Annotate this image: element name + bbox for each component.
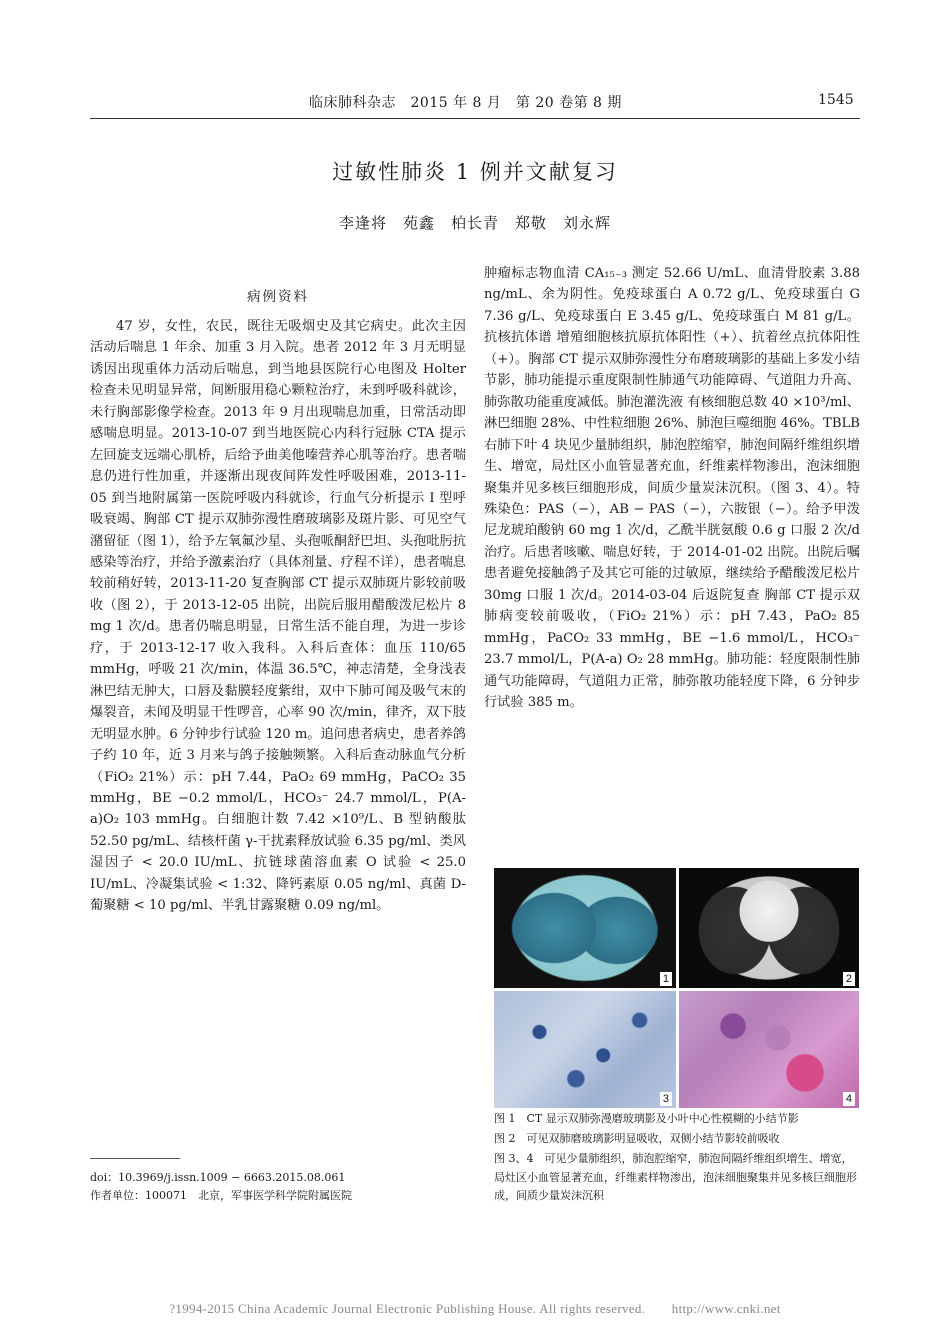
body-paragraph: 47 岁，女性，农民，既往无吸烟史及其它病史。此次主因活动后喘息 1 年余、加重 3 月入院。患者 2012 年 3 月无明显诱因出现重体力活动后喘息，到当地县医院行心电图及 Holter 检查未见明显异常，间断服用稳心颗粒治疗，未到呼吸科就诊，未行胸部影像学检查。2013 年 9 月出现喘息加重，日常活动即感喘息明显。2013-10-07 到当地医院心内科行冠脉 CTA 提示左回旋支远端心肌桥，后给予曲美他嗪营养心肌等治疗。患者喘息仍进行性加重，并逐渐出现夜间阵发性呼吸困难，2013-11-05 到当地附属第一医院呼吸内科就诊，行血气分析提示 I 型呼吸衰竭、胸部 CT 提示双肺弥漫性磨玻璃影及斑片影、可见空气潴留征（图 1），给予左氧氟沙星、头孢哌酮舒巴坦、头孢吡肟抗感染等治疗，并给予激素治疗（具体剂量、疗程不详），患者喘息较前稍好转，2013-11-20 复查胸部 CT 提示双肺斑片影较前吸收（图 2），于 2013-12-05 出院，出院后服用醋酸泼尼松片 8 mg 1 次/d。患者仍喘息明显，日常生活不能自理，为进一步诊疗，于 2013-12-17 收入我科。入科后查体：血压 110/65 mmHg，呼吸 21 次/min，体温 36.5℃，神志清楚，全身浅表淋巴结无肿大，口唇及黏膜轻度紫绀，双中下肺可闻及吸气末的爆裂音，未闻及明显干性啰音，心率 90 次/min，律齐，双下肢无明显水肿。6 分钟步行试验 120 m。追问患者病史，患者养鸽子约 10 年，近 3 月来与鸽子接触频繁。入科后查动脉血气分析（FiO₂ 21%）示：pH 7.44，PaO₂ 69 mmHg，PaCO₂ 35 mmHg，BE −0.2 mmol/L，HCO₃⁻ 24.7 mmol/L，P(A-a)O₂ 103 mmHg。白细胞计数 7.42 ×10⁹/L、B 型钠酸肽 52.50 pg/mL、结核杆菌 γ-干扰素释放试验 6.35 pg/ml、类风湿因子 < 20.0 IU/mL、抗链球菌溶血素 O 试验 < 25.0 IU/mL、冷凝集试验 < 1:32、降钙素原 0.05 ng/ml、真菌 D-葡聚糖 < 10 pg/ml、半乳甘露聚糖 0.09 ng/ml。	[90, 319, 466, 914]
left-column	[90, 316, 466, 917]
figure-1-ct-image	[494, 868, 676, 988]
footnote-rule	[90, 1158, 180, 1159]
figure-4-histology	[679, 991, 859, 1108]
figure-label: 1	[660, 972, 672, 986]
article-title: 过敏性肺炎 1 例并文献复习	[332, 160, 618, 184]
author-list: 李逢将 苑鑫 柏长青 郑敬 刘永辉	[338, 214, 611, 232]
affiliation-footnote: 作者单位：100071 北京，军事医学科学院附属医院	[90, 1189, 352, 1202]
figure-label: 4	[843, 1092, 855, 1106]
figure-3-histology	[494, 991, 676, 1108]
journal-issue: 临床肺科杂志 2015 年 8 月 第 20 卷第 8 期	[309, 95, 622, 111]
doi-footnote: doi：10.3969/j.issn.1009 − 6663.2015.08.061	[90, 1171, 346, 1184]
header-rule	[90, 118, 860, 119]
section-heading: 病例资料	[247, 289, 309, 305]
figure-label: 3	[660, 1092, 672, 1106]
running-header	[0, 92, 950, 114]
figure-3-4-caption: 图 3、4 可见少量肺组织，肺泡腔缩窄，肺泡间隔纤维组织增生、增宽，局灶区小血管显著充血，纤维素样物渗出，泡沫细胞聚集并见多核巨细胞形成，间质少量炭沫沉积	[494, 1152, 857, 1202]
figure-label: 2	[843, 972, 855, 986]
copyright-footer: ?1994-2015 China Academic Journal Electronic Publishing House. All rights reserved. http://www.cnki.net	[169, 1301, 781, 1316]
page-number: 1545	[818, 92, 854, 108]
body-paragraph: 肿瘤标志物血清 CA₁₅₋₃ 测定 52.66 U/mL、血清骨胶素 3.88 ng/mL、余为阴性。免疫球蛋白 A 0.72 g/L、免疫球蛋白 G 7.36 g/L、免疫球蛋白 E 3.45 g/L、免疫球蛋白 M 81 g/L。抗核抗体谱 增殖细胞核抗原抗体阳性（+）、抗着丝点抗体阳性（+）。胸部 CT 提示双肺弥漫性分布磨玻璃影的基础上多发小结节影，肺功能提示重度限制性肺通气功能障碍、气道阻力升高、肺弥散功能重度减低。肺泡灌洗液 有核细胞总数 40 ×10³/ml、淋巴细胞 28%、中性粒细胞 26%、肺泡巨噬细胞 46%。TBLB 右肺下叶 4 块见少量肺组织，肺泡腔缩窄，肺泡间隔纤维组织增生、增宽，局灶区小血管显著充血，纤维素样物渗出，泡沫细胞聚集并见多核巨细胞形成，间质少量炭沫沉积。（图 3、4）。特殊染色：PAS（−），AB − PAS（−），六胺银（−）。给予甲泼尼龙琥珀酸钠 60 mg 1 次/d，乙酰半胱氨酸 0.6 g 口服 2 次/d 治疗。后患者咳嗽、喘息好转，于 2014-01-02 出院。出院后嘱患者避免接触鸽子及其它可能的过敏原，继续给予醋酸泼尼松片 30mg 口服 1 次/d。2014-03-04 后返院复查 胸部 CT 提示双肺病变较前吸收，（FiO₂ 21%）示：pH 7.43，PaO₂ 85 mmHg，PaCO₂ 33 mmHg，BE −1.6 mmol/L，HCO₃⁻ 23.7 mmol/L，P(A-a) O₂ 28 mmHg。肺功能：轻度限制性肺通气功能障碍，气道阻力正常，肺弥散功能轻度下降，6 分钟步行试验 385 m。	[484, 266, 860, 711]
right-column	[484, 263, 860, 714]
figure-2-caption: 图 2 可见双肺磨玻璃影明显吸收，双侧小结节影较前吸收	[494, 1132, 780, 1145]
figure-1-caption: 图 1 CT 显示双肺弥漫磨玻璃影及小叶中心性模糊的小结节影	[494, 1112, 799, 1125]
figure-2-ct-image	[679, 868, 859, 988]
